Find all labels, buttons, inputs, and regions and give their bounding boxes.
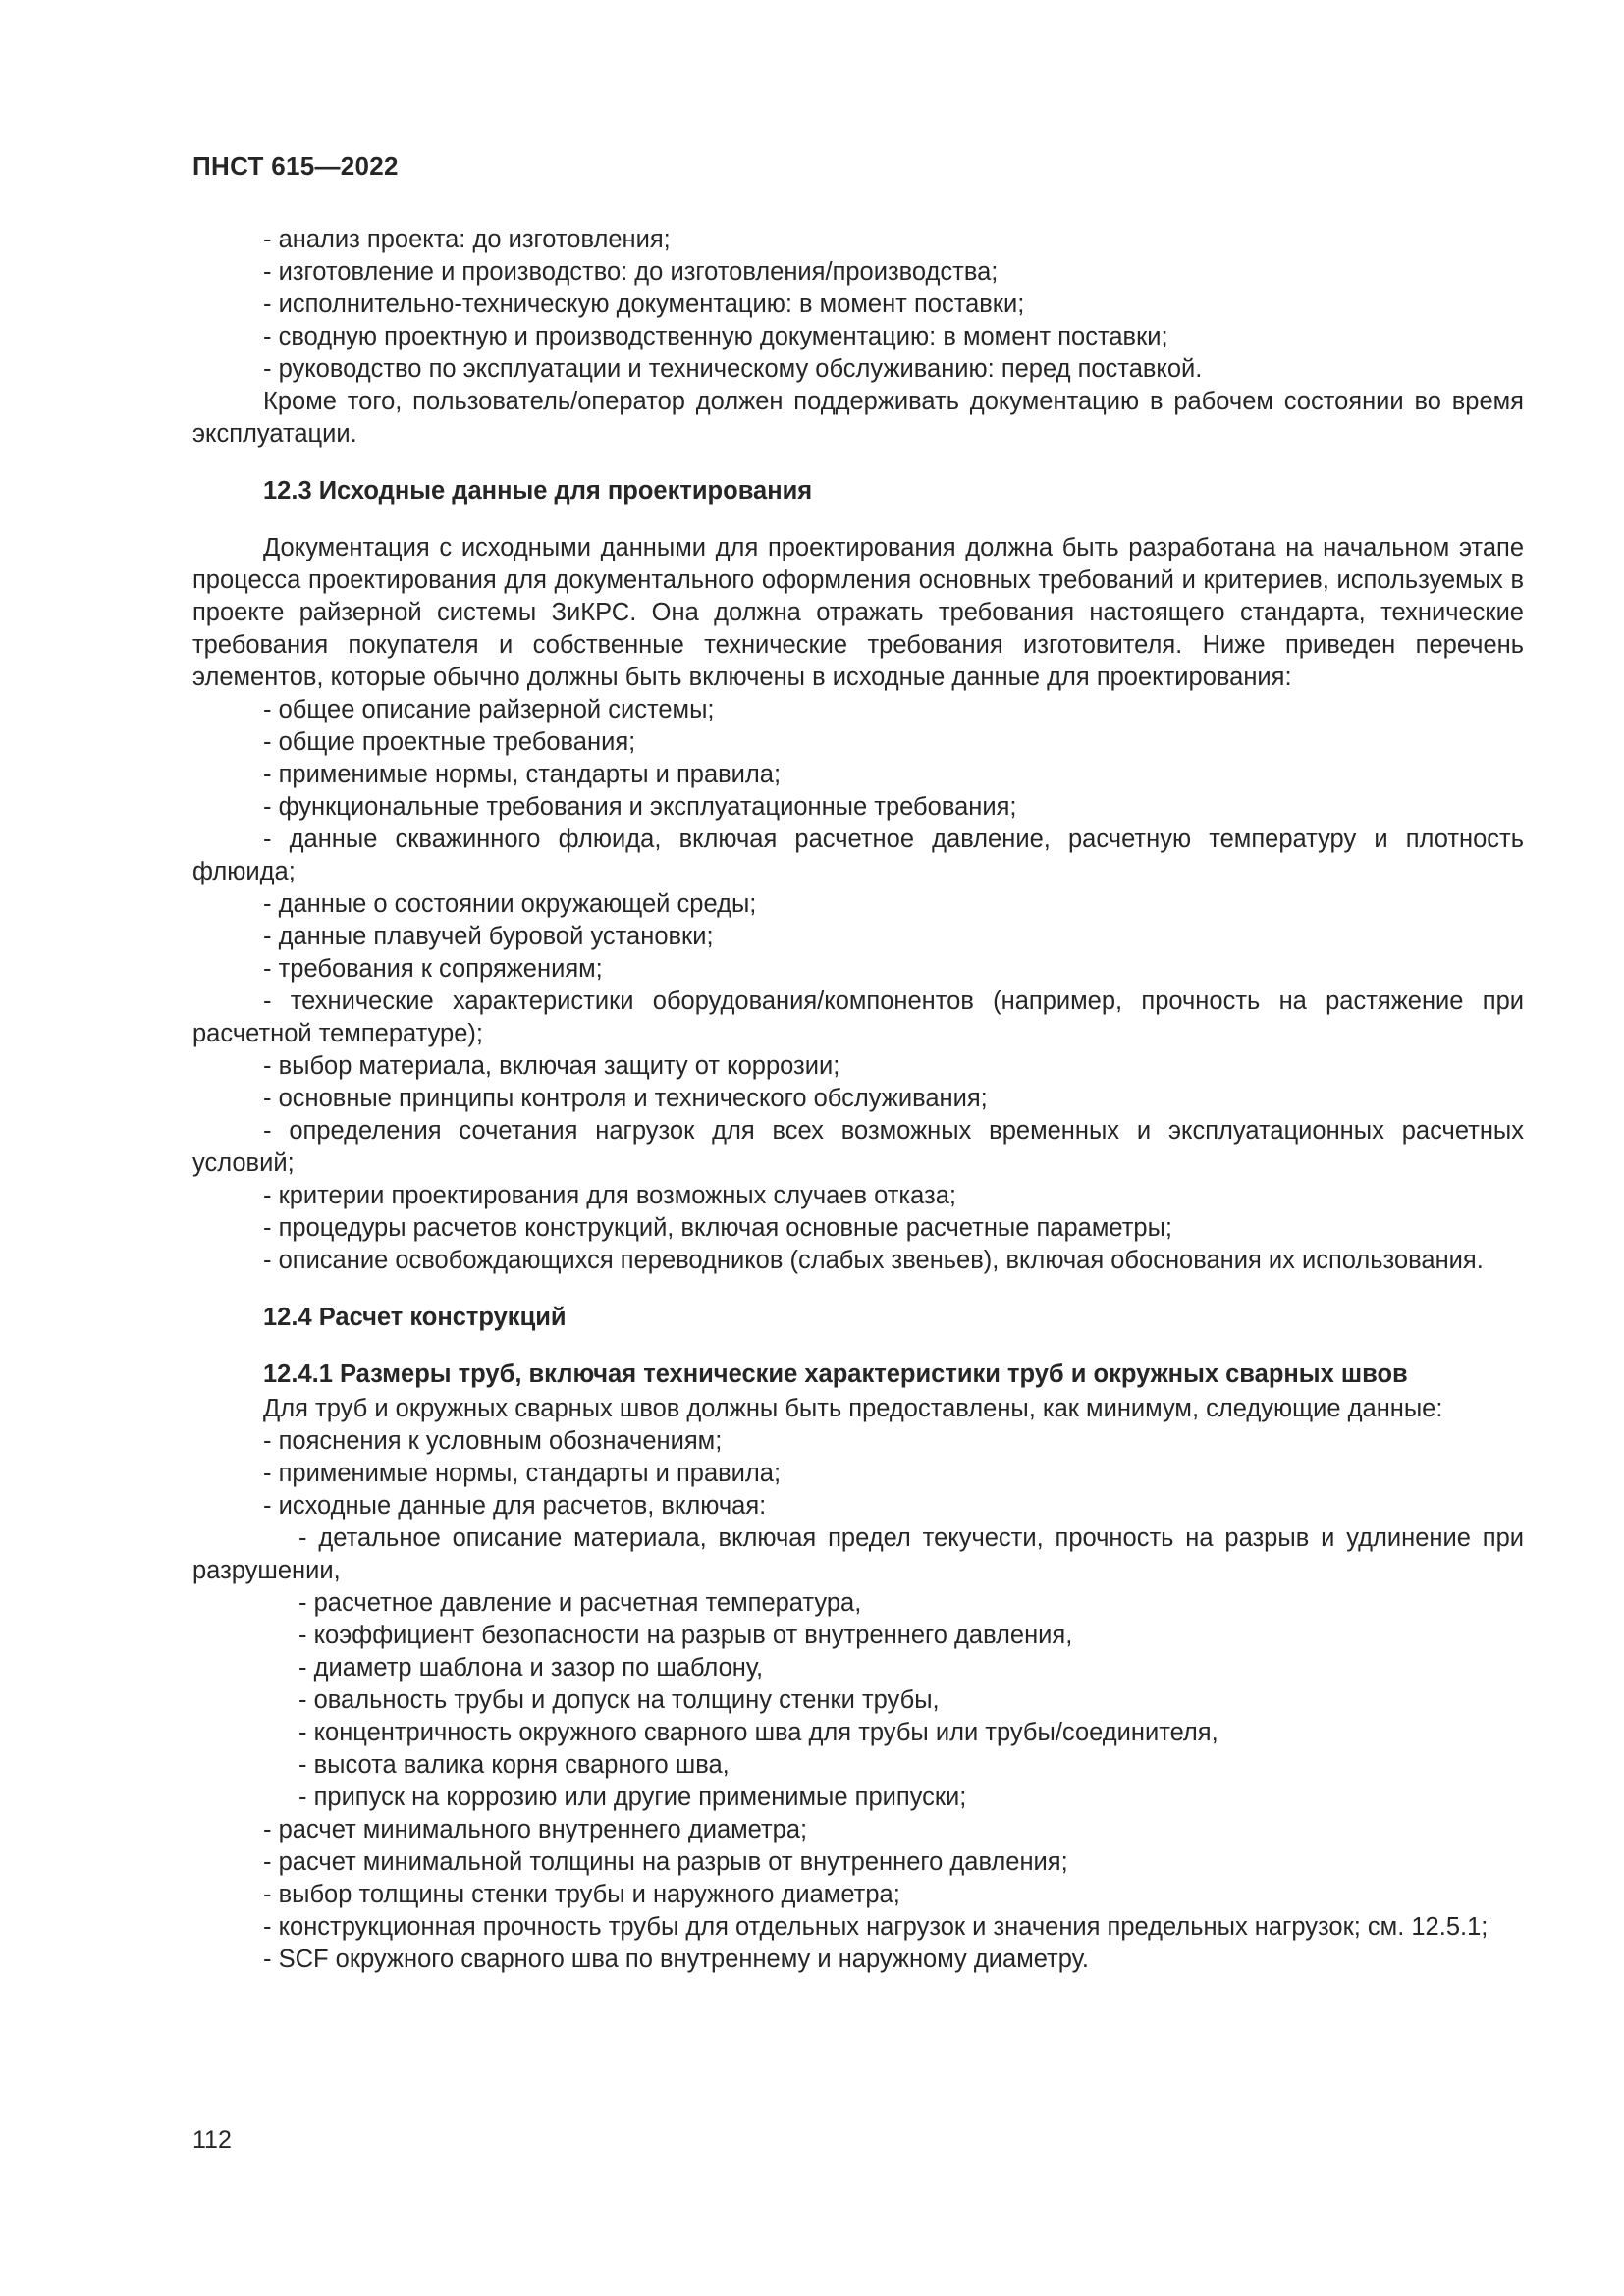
section-heading: 12.3 Исходные данные для проектирования xyxy=(263,477,813,505)
paragraph: - исполнительно-техническую документацию: в момент поставки; xyxy=(263,291,1025,318)
document-id-header: ПНСТ 615—2022 xyxy=(192,151,399,181)
paragraph: - технические характеристики оборудования/компонентов (например, прочность на растяжение при расчетной температуре); xyxy=(192,988,1524,1047)
document-body xyxy=(192,224,1524,1976)
sub-list-item: - припуск на коррозию или другие применимые припуски; xyxy=(298,1784,967,1811)
paragraph: - процедуры расчетов конструкций, включая основные расчетные параметры; xyxy=(263,1214,1172,1242)
paragraph: - расчет минимальной толщины на разрыв от внутреннего давления; xyxy=(263,1848,1068,1876)
paragraph: - применимые нормы, стандарты и правила; xyxy=(263,761,782,788)
sub-list-item: - коэффициент безопасности на разрыв от внутреннего давления, xyxy=(298,1622,1073,1649)
paragraph: - изготовление и производство: до изготовления/производства; xyxy=(263,258,999,286)
page-number: 112 xyxy=(192,2126,232,2154)
paragraph: - данные скважинного флюида, включая расчетное давление, расчетную температуру и плотность флюида; xyxy=(192,826,1524,885)
paragraph: - руководство по эксплуатации и техническому обслуживанию: перед поставкой. xyxy=(263,355,1203,383)
paragraph: - SCF окружного сварного шва по внутреннему и наружному диаметру. xyxy=(263,1946,1089,1973)
paragraph: - данные о состоянии окружающей среды; xyxy=(263,890,757,918)
paragraph: - общие проектные требования; xyxy=(263,728,636,756)
paragraph: - выбор толщины стенки трубы и наружного диаметра; xyxy=(263,1881,900,1908)
paragraph: - применимые нормы, стандарты и правила; xyxy=(263,1460,782,1487)
paragraph: - требования к сопряжениям; xyxy=(263,955,603,983)
sub-list-item: - диаметр шаблона и зазор по шаблону, xyxy=(298,1654,764,1682)
sub-list-item: - детальное описание материала, включая предел текучести, прочность на разрыв и удлинение при разрушении, xyxy=(192,1524,1524,1584)
paragraph: Кроме того, пользователь/оператор должен поддерживать документацию в рабочем состоянии во время эксплуатации. xyxy=(192,388,1524,448)
paragraph: - функциональные требования и эксплуатационные требования; xyxy=(263,793,1017,821)
paragraph: - конструкционная прочность трубы для отдельных нагрузок и значения предельных нагрузок; см. 12.5.1; xyxy=(263,1913,1489,1941)
paragraph: - основные принципы контроля и технического обслуживания; xyxy=(263,1085,988,1112)
sub-list-item: - овальность трубы и допуск на толщину стенки трубы, xyxy=(298,1686,940,1714)
paragraph: - определения сочетания нагрузок для всех возможных временных и эксплуатационных расчетных условий; xyxy=(192,1117,1524,1177)
paragraph: Для труб и окружных сварных швов должны быть предоставлены, как минимум, следующие данные: xyxy=(263,1395,1443,1422)
paragraph: - расчет минимального внутреннего диаметра; xyxy=(263,1816,808,1843)
sub-list-item: - расчетное давление и расчетная температура, xyxy=(298,1589,862,1617)
paragraph: - пояснения к условным обозначениям; xyxy=(263,1427,723,1455)
paragraph: - данные плавучей буровой установки; xyxy=(263,923,714,950)
paragraph: - исходные данные для расчетов, включая: xyxy=(263,1492,767,1520)
paragraph: - критерии проектирования для возможных случаев отказа; xyxy=(263,1182,956,1209)
paragraph: Документация с исходными данными для проектирования должна быть разработана на начальном этапе процесса проектирования для документального оформления основных требований и критериев, используемых в проекте райзерной системы ЗиКРС. Она должна отражать требования настоящего стандарта, технические требования покупателя и собственные технические требования изготовителя. Ниже приведен перечень элементов, которые обычно должны быть включены в исходные данные для проектирования: xyxy=(192,534,1524,691)
sub-list-item: - концентричность окружного сварного шва для трубы или трубы/соединителя, xyxy=(298,1719,1218,1746)
sub-list-item: - высота валика корня сварного шва, xyxy=(298,1751,730,1779)
section-heading: 12.4 Расчет конструкций xyxy=(263,1304,567,1331)
subsection-heading: 12.4.1 Размеры труб, включая технические характеристики труб и окружных сварных швов xyxy=(263,1361,1408,1388)
paragraph: - анализ проекта: до изготовления; xyxy=(263,226,671,253)
paragraph: - общее описание райзерной системы; xyxy=(263,696,715,723)
paragraph: - сводную проектную и производственную документацию: в момент поставки; xyxy=(263,323,1168,350)
paragraph: - выбор материала, включая защиту от коррозии; xyxy=(263,1052,840,1080)
paragraph: - описание освобождающихся переводников (слабых звеньев), включая обоснования их использования. xyxy=(263,1247,1484,1274)
